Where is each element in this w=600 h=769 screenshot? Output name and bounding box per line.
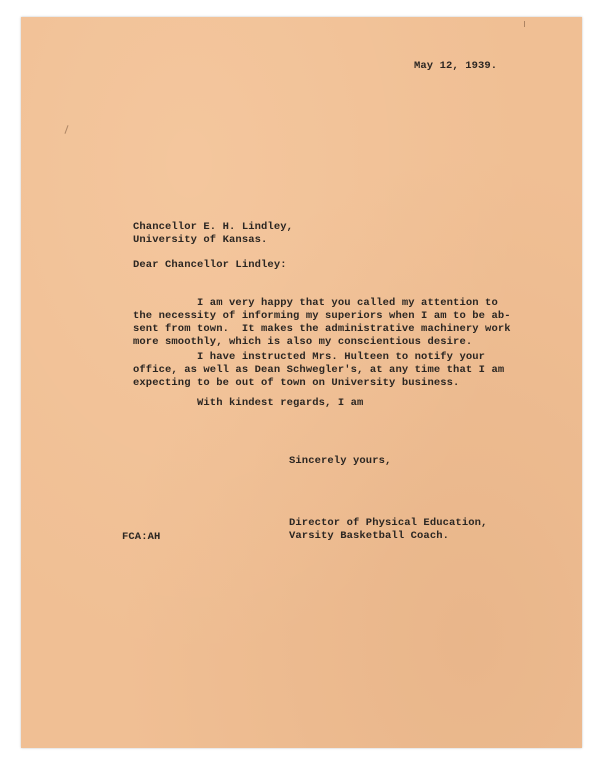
title-line: Varsity Basketball Coach. (289, 530, 450, 542)
reference-initials: FCA:AH (122, 531, 161, 543)
title-line: Director of Physical Education, (289, 517, 488, 529)
salutation: Dear Chancellor Lindley: (133, 259, 287, 271)
signature-title (289, 517, 487, 543)
paper-mark (524, 21, 525, 27)
body-line: the necessity of informing my superiors when I am to be ab- (133, 310, 511, 322)
closing-regards: With kindest regards, I am (133, 397, 364, 409)
complimentary-close: Sincerely yours, (289, 455, 392, 467)
letter-date: May 12, 1939. (414, 60, 498, 72)
body-paragraph-2 (133, 351, 504, 390)
recipient-line: Chancellor E. H. Lindley, (133, 221, 294, 233)
body-line: office, as well as Dean Schwegler's, at any time that I am (133, 364, 505, 376)
body-line: sent from town. It makes the administrative machinery work (133, 323, 511, 335)
recipient-address (133, 221, 293, 247)
body-paragraph-1 (133, 297, 511, 349)
body-line: I have instructed Mrs. Hulteen to notify your (133, 351, 486, 363)
paper-mark (64, 125, 68, 134)
body-line: more smoothly, which is also my conscientious desire. (133, 336, 473, 348)
body-line: I am very happy that you called my attention to (133, 297, 498, 309)
recipient-line: University of Kansas. (133, 234, 268, 246)
body-line: expecting to be out of town on University business. (133, 377, 460, 389)
